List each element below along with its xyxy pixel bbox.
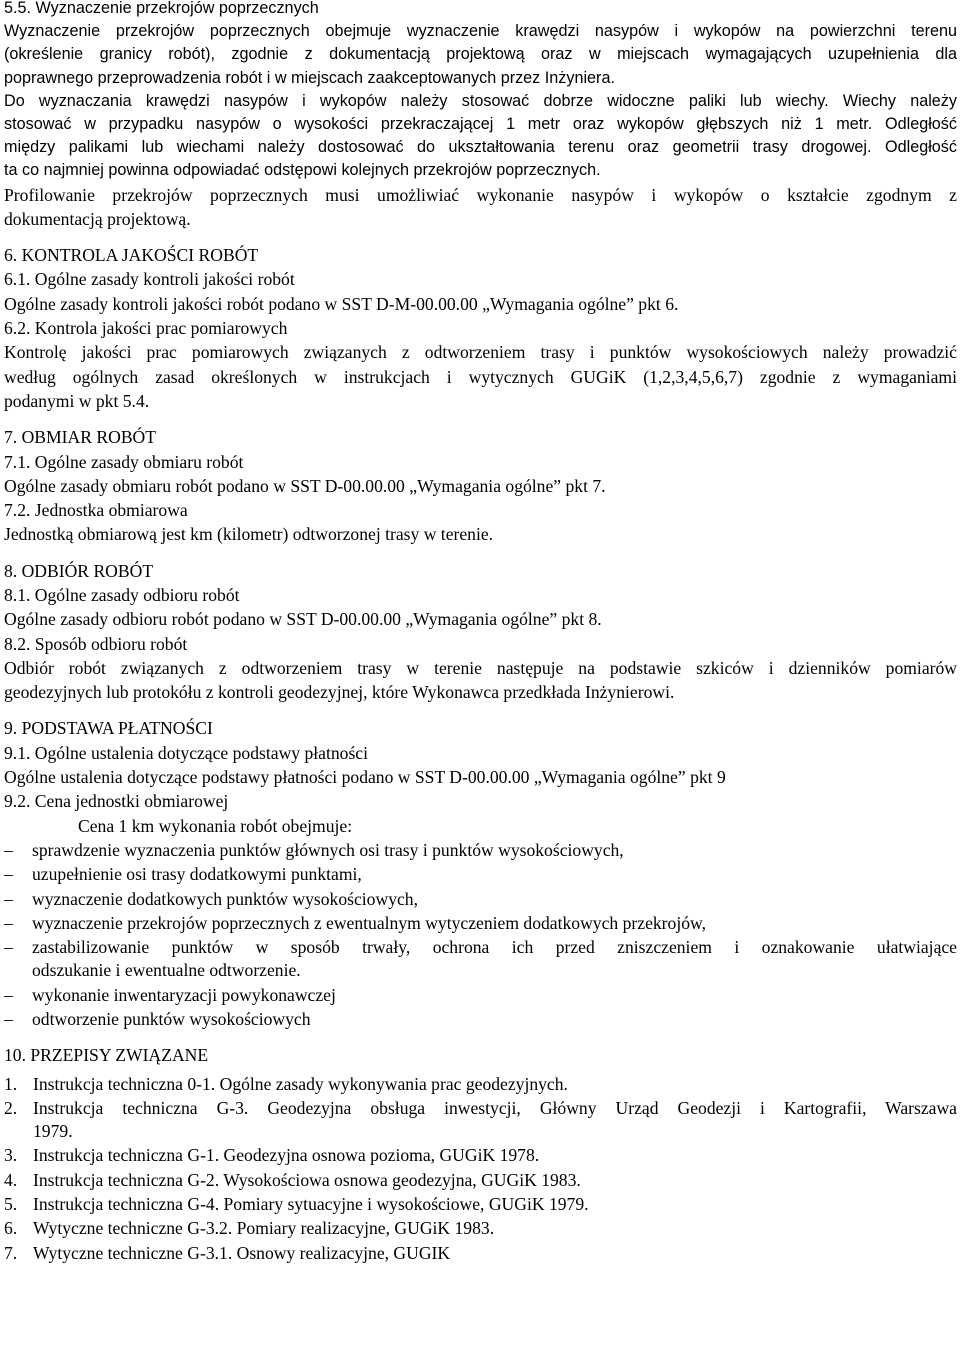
section-heading: 9. PODSTAWA PŁATNOŚCI (4, 718, 213, 739)
spacer (4, 413, 957, 425)
paragraph-line: Profilowanie przekrojów poprzecznych musi umożliwiać wykonanie nasypów i wykopów o kształcie zgodnym z (4, 184, 957, 205)
list-item-number: 7. (4, 1242, 18, 1263)
list-item-text: odtworzenie punktów wysokościowych (32, 1008, 311, 1029)
section-6 (4, 243, 957, 413)
list-item-number: 3. (4, 1145, 18, 1166)
spacer (4, 231, 957, 243)
profilowanie-paragraph (4, 183, 957, 232)
list-item-text: Instrukcja techniczna G-1. Geodezyjna osnowa pozioma, GUGiK 1978. (33, 1145, 540, 1166)
paragraph-line: Ogólne ustalenia dotyczące podstawy płatności podano w SST D-00.00.00 „Wymagania ogólne” pkt 9 (4, 767, 726, 788)
price-intro: Cena 1 km wykonania robót obejmuje: (78, 815, 353, 836)
paragraph-line: poprawnego przeprowadzenia robót i w miejscach zaakceptowanych przez Inżyniera. (4, 68, 615, 87)
section-10 (4, 1043, 957, 1265)
spacer (4, 704, 957, 716)
list-item (4, 1216, 957, 1240)
section-heading: 7. OBMIAR ROBÓT (4, 427, 157, 448)
subsection-heading: 6.1. Ogólne zasady kontroli jakości robót (4, 269, 295, 290)
list-item (4, 1168, 957, 1192)
spacer (4, 1031, 957, 1043)
list-item (4, 862, 957, 886)
section-heading: 10. PRZEPISY ZWIĄZANE (4, 1045, 209, 1066)
subsection-heading: 8.1. Ogólne zasady odbioru robót (4, 585, 240, 605)
list-item (4, 838, 957, 862)
paragraph-line: ta co najmniej powinna odpowiadać odstępowi kolejnych przekrojów poprzecznych. (4, 161, 601, 180)
subsection-heading: 8.2. Sposób odbioru robót (4, 633, 188, 654)
dash-bullet: – (4, 937, 13, 958)
paragraph-line: Kontrolę jakości prac pomiarowych związanych z odtworzeniem trasy i punktów wysokościowych należy prowadzić (4, 342, 957, 363)
dash-bullet: – (4, 864, 13, 885)
paragraph-line: według ogólnych zasad określonych w instrukcjach i wytycznych GUGiK (1,2,3,4,5,6,7) zgodnie z wymaganiami (4, 366, 957, 387)
paragraph-line: Ogólne zasady obmiaru robót podano w SST D-00.00.00 „Wymagania ogólne” pkt 7. (4, 475, 606, 496)
list-item-text: Instrukcja techniczna 0-1. Ogólne zasady wykonywania prac geodezyjnych. (33, 1073, 568, 1094)
paragraph-line: (określenie granicy robót), zgodnie z dokumentacją projektową oraz w miejscach wymagających uzupełnienia dla (4, 45, 957, 64)
list-item-text: Wytyczne techniczne G-3.2. Pomiary realizacyjne, GUGiK 1983. (33, 1218, 495, 1239)
list-item-text: wyznaczenie przekrojów poprzecznych z ewentualnym wytyczeniem dodatkowych przekrojów, (32, 912, 706, 933)
paragraph-line: Ogólne zasady kontroli jakości robót podano w SST D-M-00.00.00 „Wymagania ogólne” pkt 6. (4, 293, 679, 314)
section-9 (4, 716, 957, 1031)
spacer (4, 547, 957, 559)
section-8 (4, 559, 957, 705)
list-item-text: Wytyczne techniczne G-3.1. Osnowy realizacyjne, GUGIK (33, 1242, 451, 1263)
list-item-text: Instrukcja techniczna G-4. Pomiary sytuacyjne i wysokościowe, GUGiK 1979. (33, 1193, 589, 1214)
paragraph-line: Wyznaczenie przekrojów poprzecznych obejmuje wyznaczenie krawędzi nasypów i wykopów na powierzchni terenu (4, 22, 957, 41)
list-item-text: wyznaczenie dodatkowych punktów wysokościowych, (32, 888, 418, 909)
list-item (4, 1007, 957, 1031)
dash-bullet: – (4, 1008, 13, 1029)
list-item-text: odszukanie i ewentualne odtworzenie. (32, 960, 301, 981)
list-item (4, 1072, 957, 1096)
list-item-text: sprawdzenie wyznaczenia punktów głównych osi trasy i punktów wysokościowych, (32, 839, 624, 860)
paragraph-line: geodezyjnych lub protokółu z kontroli geodezyjnej, które Wykonawca przedkłada Inżynierowi. (4, 682, 675, 703)
list-item-text: 1979. (33, 1121, 73, 1142)
dash-bullet: – (4, 839, 13, 860)
paragraph-line: podanymi w pkt 5.4. (4, 390, 150, 411)
paragraph-line: Jednostką obmiarową jest km (kilometr) odtworzonej trasy w terenie. (4, 524, 494, 545)
list-item (4, 1143, 957, 1167)
dash-bullet: – (4, 984, 13, 1005)
dash-bullet: – (4, 912, 13, 933)
list-item (4, 887, 957, 911)
list-item-number: 6. (4, 1218, 18, 1239)
section-heading: 5.5. Wyznaczenie przekrojów poprzecznych (4, 0, 319, 17)
paragraph-line: Odbiór robót związanych z odtworzeniem trasy w terenie następuje na podstawie szkiców i dzienników pomiarów (4, 657, 957, 678)
subsection-heading: 7.2. Jednostka obmiarowa (4, 500, 188, 521)
section-heading: 8. ODBIÓR ROBÓT (4, 560, 154, 581)
section-7 (4, 425, 957, 546)
paragraph-line: dokumentacją projektową. (4, 208, 191, 229)
paragraph-line: stosować w przypadku nasypów o wysokości przekraczającej 1 metr oraz wykopów głębszych niż 1 metr. Odległość (4, 114, 957, 133)
list-item-text: zastabilizowanie punktów w sposób trwały, ochrona ich przed zniszczeniem i oznakowanie ułatwiające (32, 937, 957, 958)
list-item (4, 911, 957, 935)
section-heading: 6. KONTROLA JAKOŚCI ROBÓT (4, 245, 259, 266)
list-item-text: Instrukcja techniczna G-3. Geodezyjna obsługa inwestycji, Główny Urząd Geodezji i Kartografii, Warszawa (33, 1097, 957, 1118)
subsection-heading: 9.2. Cena jednostki obmiarowej (4, 791, 229, 812)
paragraph-line: Do wyznaczania krawędzi nasypów i wykopów należy stosować dobrze widoczne paliki lub wiechy. Wiechy należy (4, 91, 957, 110)
list-item (4, 1241, 957, 1265)
paragraph-line: między palikami lub wiechami należy dostosować do ukształtowania terenu oraz geometrii trasy drogowej. Odległość (4, 138, 957, 157)
list-item-text: wykonanie inwentaryzacji powykonawczej (32, 984, 336, 1005)
list-item-text: uzupełnienie osi trasy dodatkowymi punktami, (32, 864, 362, 885)
list-item-text: Instrukcja techniczna G-2. Wysokościowa osnowa geodezyjna, GUGiK 1983. (33, 1169, 581, 1190)
section-5-5 (4, 0, 957, 183)
list-item (4, 935, 957, 982)
list-item-number: 5. (4, 1193, 18, 1214)
list-item-number: 2. (4, 1097, 18, 1118)
subsection-heading: 6.2. Kontrola jakości prac pomiarowych (4, 318, 288, 339)
subsection-heading: 9.1. Ogólne ustalenia dotyczące podstawy płatności (4, 742, 368, 763)
list-item (4, 983, 957, 1007)
list-item-number: 1. (4, 1073, 18, 1094)
subsection-heading: 7.1. Ogólne zasady obmiaru robót (4, 451, 244, 472)
list-item (4, 1192, 957, 1216)
dash-bullet: – (4, 888, 13, 909)
list-item-number: 4. (4, 1169, 18, 1190)
paragraph-line: Ogólne zasady odbioru robót podano w SST D-00.00.00 „Wymagania ogólne” pkt 8. (4, 609, 602, 630)
list-item (4, 1096, 957, 1143)
